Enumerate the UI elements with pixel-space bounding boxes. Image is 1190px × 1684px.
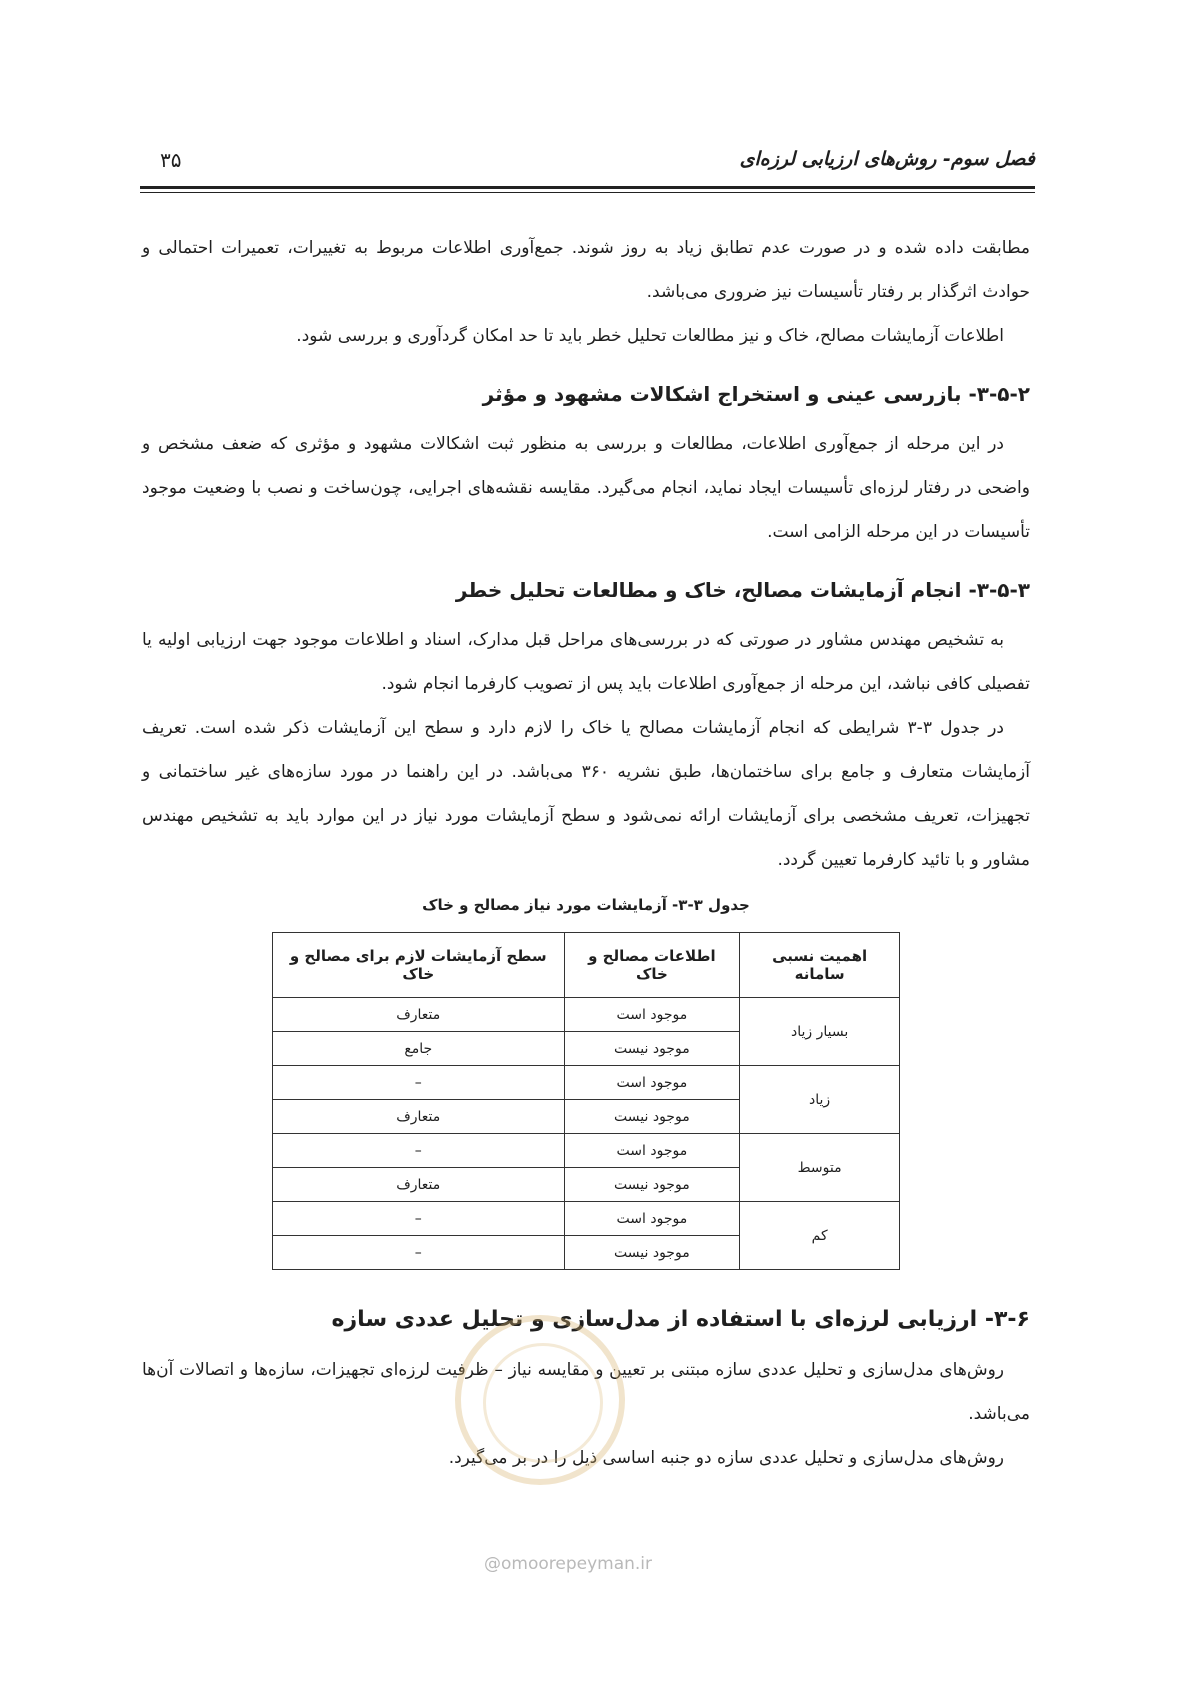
paragraph: در این مرحله از جمع‌آوری اطلاعات، مطالعات و بررسی به منظور ثبت اشکالات مشهود و مؤثری که ضعف مشخص و واضحی در رفتار لرزه‌ای تأسیسات ایجاد نماید، انجام می‌گیرد. مقایسه نقشه‌های اجرایی، چون‌ساخت و نصب با وضعیت موجود تأسیسات در این مرحله الزامی است. (142, 434, 1030, 542)
level-cell: متعارف (273, 1168, 565, 1202)
main-content (142, 226, 1030, 1480)
info-cell: موجود است (564, 1066, 740, 1100)
tests-table (272, 932, 900, 1270)
paragraph: به تشخیص مهندس مشاور در صورتی که در بررسی‌های مراحل قبل مدارک، اسناد و اطلاعات موجود جهت ارزیابی اولیه یا تفصیلی کافی نباشد، این مرحله از جمع‌آوری اطلاعات باید پس از تصویب کارفرما انجام شود. (142, 630, 1030, 694)
chapter-title: فصل سوم- روش‌های ارزیابی لرزه‌ای (739, 148, 1035, 170)
paragraph: مطابقت داده شده و در صورت عدم تطابق زیاد به روز شوند. جمع‌آوری اطلاعات مربوط به تغییرات، تعمیرات احتمالی و حوادث اثرگذار بر رفتار تأسیسات نیز ضروری می‌باشد. (142, 238, 1030, 302)
paragraph: در جدول ۳-۳ شرایطی که انجام آزمایشات مصالح یا خاک را لازم دارد و سطح این آزمایشات ذکر شده است. تعریف آزمایشات متعارف و جامع برای ساختمان‌ها، طبق نشریه ۳۶۰ می‌باشد. در این راهنما در مورد سازه‌های غیر ساختمانی و تجهیزات، تعریف مشخصی برای آزمایشات ارائه نمی‌شود و سطح آزمایشات مورد نیاز در این موارد باید به تشخیص مهندس مشاور و با تائید کارفرما تعیین گردد. (142, 718, 1030, 870)
paragraph: روش‌های مدل‌سازی و تحلیل عددی سازه دو جنبه اساسی ذیل را در بر می‌گیرد. (448, 1448, 1004, 1468)
column-header-info: اطلاعات مصالح و خاک (564, 933, 740, 998)
column-header-importance: اهمیت نسبی سامانه (740, 933, 900, 998)
level-cell: متعارف (273, 1100, 565, 1134)
column-header-level: سطح آزمایشات لازم برای مصالح و خاک (273, 933, 565, 998)
level-cell: متعارف (273, 998, 565, 1032)
importance-cell: کم (740, 1202, 900, 1270)
watermark-text: @omoorepeyman.ir (483, 1554, 653, 1574)
info-cell: موجود نیست (564, 1168, 740, 1202)
info-cell: موجود است (564, 998, 740, 1032)
level-cell: جامع (273, 1032, 565, 1066)
importance-cell: متوسط (740, 1134, 900, 1202)
paragraph: اطلاعات آزمایشات مصالح، خاک و نیز مطالعات تحلیل خطر باید تا حد امکان گردآوری و بررسی شود. (296, 326, 1004, 346)
table-row (273, 1066, 900, 1100)
importance-cell: زیاد (740, 1066, 900, 1134)
importance-cell: بسیار زیاد (740, 998, 900, 1066)
info-cell: موجود نیست (564, 1236, 740, 1270)
section-heading: ۳-۵-۲- بازرسی عینی و استخراج اشکالات مشهود و مؤثر (482, 382, 1030, 406)
header-rule-thick (140, 186, 1035, 189)
section-heading: ۳-۶- ارزیابی لرزه‌ای با استفاده از مدل‌سازی و تحلیل عددی سازه (331, 1307, 1030, 1332)
level-cell: – (273, 1066, 565, 1100)
level-cell: – (273, 1134, 565, 1168)
page-header (140, 148, 1035, 184)
table-caption: جدول ۳-۳- آزمایشات مورد نیاز مصالح و خاک (422, 896, 750, 914)
table-row (273, 998, 900, 1032)
info-cell: موجود نیست (564, 1032, 740, 1066)
table-header-row (273, 933, 900, 998)
table-row (273, 1134, 900, 1168)
info-cell: موجود نیست (564, 1100, 740, 1134)
paragraph: روش‌های مدل‌سازی و تحلیل عددی سازه مبتنی بر تعیین و مقایسه نیاز – ظرفیت لرزه‌ای تجهیزات، سازه‌ها و اتصالات آن‌ها می‌باشد. (142, 1360, 1030, 1424)
level-cell: – (273, 1202, 565, 1236)
section-heading: ۳-۵-۳- انجام آزمایشات مصالح، خاک و مطالعات تحلیل خطر (455, 578, 1030, 602)
page-number: ۳۵ (160, 148, 182, 172)
table-row (273, 1202, 900, 1236)
info-cell: موجود است (564, 1134, 740, 1168)
level-cell: – (273, 1236, 565, 1270)
info-cell: موجود است (564, 1202, 740, 1236)
header-rule-thin (140, 192, 1035, 193)
